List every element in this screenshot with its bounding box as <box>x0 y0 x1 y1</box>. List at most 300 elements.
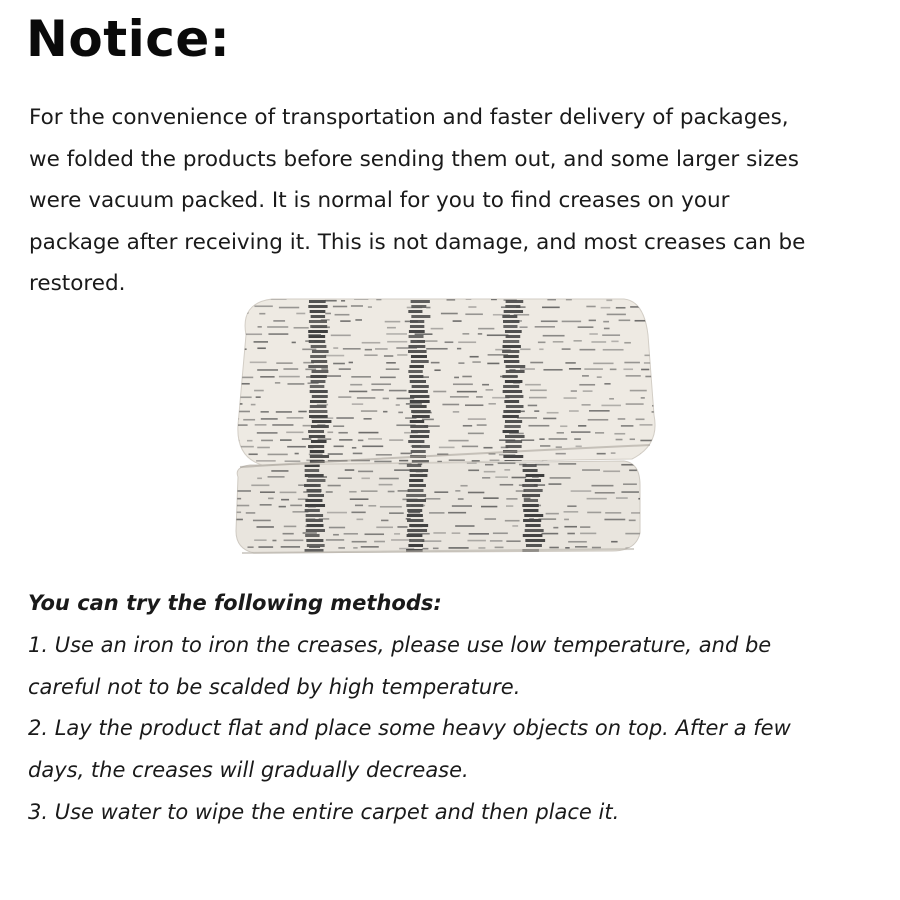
blanket-stripe-mark <box>410 435 429 438</box>
blanket-stripe-mark <box>411 300 430 303</box>
blanket-fleck-mark <box>411 526 423 528</box>
blanket-fleck-mark <box>415 333 433 335</box>
blanket-fleck-mark <box>654 299 662 301</box>
blanket-fleck-mark <box>659 512 662 514</box>
blanket-stripe-mark <box>410 325 424 328</box>
blanket-fleck-mark <box>528 405 537 407</box>
blanket-stripe-mark <box>411 315 430 318</box>
blanket-fleck-mark <box>327 431 333 433</box>
blanket-fleck-mark <box>258 546 273 548</box>
blanket-fleck-mark <box>352 403 363 405</box>
blanket-fleck-mark <box>547 412 559 414</box>
blanket-fleck-mark <box>486 389 494 391</box>
blanket-stripe-mark <box>410 420 424 423</box>
blanket-fleck-mark <box>660 341 662 343</box>
blanket-fleck-mark <box>398 490 410 492</box>
blanket-fleck-mark <box>268 476 285 478</box>
blanket-fleck-mark <box>447 299 456 301</box>
blanket-stripe-mark <box>408 554 425 557</box>
blanket-fleck-mark <box>548 483 561 485</box>
blanket-fleck-mark <box>478 328 494 330</box>
blanket-fleck-mark <box>583 390 593 392</box>
blanket-fleck-mark <box>325 313 331 315</box>
blanket-fleck-mark <box>490 460 500 462</box>
blanket-fleck-mark <box>418 463 422 465</box>
blanket-illustration <box>232 295 662 557</box>
blanket-fleck-mark <box>257 478 262 480</box>
blanket-fleck-mark <box>361 554 381 556</box>
blanket-stripe-mark <box>408 390 427 393</box>
blanket-fleck-mark <box>290 505 302 507</box>
blanket-fleck-mark <box>306 518 315 520</box>
blanket-fleck-mark <box>426 307 430 309</box>
blanket-fleck-mark <box>251 404 256 406</box>
blanket-fleck-mark <box>658 328 662 330</box>
blanket-fleck-mark <box>593 363 613 365</box>
blanket-fleck-mark <box>275 382 280 384</box>
blanket-fleck-mark <box>524 498 531 500</box>
blanket-fleck-mark <box>543 335 565 337</box>
blanket-stripe-mark <box>502 415 518 418</box>
blanket-fleck-mark <box>335 314 350 316</box>
blanket-fleck-mark <box>562 321 581 323</box>
blanket-fleck-mark <box>413 412 432 414</box>
blanket-stripe-mark <box>409 365 423 368</box>
blanket-fleck-mark <box>644 362 653 364</box>
blanket-fleck-mark <box>306 376 311 378</box>
blanket-fleck-mark <box>341 300 345 302</box>
notice-body <box>29 97 874 305</box>
blanket-fleck-mark <box>317 424 325 426</box>
blanket-fleck-mark <box>589 410 610 412</box>
blanket-fleck-mark <box>652 411 662 413</box>
blanket-fleck-mark <box>408 512 420 514</box>
blanket-stripe-mark <box>505 330 522 333</box>
blanket-fleck-mark <box>591 485 613 487</box>
blanket-fleck-mark <box>292 342 296 344</box>
blanket-stripe-mark <box>310 405 327 408</box>
blanket-fleck-mark <box>601 405 620 407</box>
blanket-fleck-mark <box>361 478 369 480</box>
blanket-fleck-mark <box>509 554 521 556</box>
blanket-fleck-mark <box>468 470 479 472</box>
blanket-fleck-mark <box>364 354 377 356</box>
blanket-bottom-fold <box>236 461 640 553</box>
blanket-fleck-mark <box>582 469 600 471</box>
blanket-stripe-mark <box>503 325 517 328</box>
blanket-fleck-mark <box>276 362 292 364</box>
blanket-fleck-mark <box>358 440 363 442</box>
blanket-stripe-mark <box>411 360 429 363</box>
blanket-fleck-mark <box>255 424 267 426</box>
blanket-fleck-mark <box>630 438 635 440</box>
blanket-stripe-mark <box>523 489 542 492</box>
blanket-fleck-mark <box>389 390 407 392</box>
blanket-fleck-mark <box>448 512 466 514</box>
blanket-fleck-mark <box>425 498 441 500</box>
blanket-fleck-mark <box>383 411 387 413</box>
blanket-fleck-mark <box>564 511 579 513</box>
blanket-fleck-mark <box>350 384 362 386</box>
blanket-fleck-mark <box>371 383 391 385</box>
blanket-fleck-mark <box>576 446 582 448</box>
blanket-fleck-mark <box>279 506 286 508</box>
blanket-fleck-mark <box>597 376 602 378</box>
method-line: 2. Lay the product flat and place some heavy objects on top. After a few <box>28 716 791 741</box>
blanket-fleck-mark <box>614 433 625 435</box>
blanket-fleck-mark <box>542 307 560 309</box>
blanket-fleck-mark <box>629 520 636 522</box>
blanket-fleck-mark <box>460 485 467 487</box>
blanket-fleck-mark <box>422 419 434 421</box>
blanket-fleck-mark <box>379 478 399 480</box>
methods-heading: You can try the following methods: <box>28 591 442 615</box>
blanket-stripe-mark <box>410 400 430 403</box>
notice-line: were vacuum packed. It is normal for you to find creases on your <box>29 188 730 213</box>
blanket-fleck-mark <box>434 369 440 371</box>
blanket-stripe-mark <box>505 420 522 423</box>
blanket-fleck-mark <box>284 526 297 528</box>
blanket-fleck-mark <box>257 347 265 349</box>
blanket-stripe-mark <box>310 385 325 388</box>
blanket-fleck-mark <box>260 376 274 378</box>
blanket-fleck-mark <box>630 390 647 392</box>
blanket-fleck-mark <box>477 424 487 426</box>
blanket-stripe-mark <box>308 330 328 333</box>
blanket-fleck-mark <box>453 411 459 413</box>
blanket-fleck-mark <box>543 418 556 420</box>
blanket-fleck-mark <box>482 477 490 479</box>
blanket-fleck-mark <box>525 384 541 386</box>
blanket-fleck-mark <box>465 313 483 315</box>
blanket-fleck-mark <box>489 403 496 405</box>
blanket-fleck-mark <box>490 540 503 542</box>
blanket-fleck-mark <box>358 432 378 434</box>
blanket-stripe-mark <box>310 450 325 453</box>
blanket-stripe-mark <box>408 350 427 353</box>
blanket-fleck-mark <box>498 462 516 464</box>
blanket-stripe-mark <box>312 395 328 398</box>
blanket-fleck-mark <box>352 541 367 543</box>
blanket-fleck-mark <box>579 384 595 386</box>
blanket-fleck-mark <box>333 425 344 427</box>
blanket-fleck-mark <box>592 547 601 549</box>
blanket-fleck-mark <box>326 539 344 541</box>
blanket-fleck-mark <box>657 335 662 337</box>
blanket-fleck-mark <box>361 410 377 412</box>
blanket-fleck-mark <box>411 445 421 447</box>
blanket-fleck-mark <box>535 326 555 328</box>
blanket-fleck-mark <box>257 432 278 434</box>
blanket-stripe-mark <box>407 529 427 532</box>
blanket-fleck-mark <box>256 460 276 462</box>
blanket-stripe-mark <box>410 474 428 477</box>
blanket-fleck-mark <box>357 519 364 521</box>
blanket-fleck-mark <box>431 328 444 330</box>
blanket-fleck-mark <box>580 533 596 535</box>
blanket-fleck-mark <box>470 356 479 358</box>
blanket-fleck-mark <box>387 327 396 329</box>
blanket-fleck-mark <box>538 518 556 520</box>
blanket-fleck-mark <box>540 445 550 447</box>
blanket-fleck-mark <box>448 547 468 549</box>
blanket-stripe-mark <box>305 469 320 472</box>
blanket-fleck-mark <box>389 439 403 441</box>
blanket-stripe-mark <box>523 534 543 537</box>
blanket-fleck-mark <box>314 554 319 556</box>
blanket-fleck-mark <box>589 320 596 322</box>
blanket-fleck-mark <box>306 460 323 462</box>
blanket-fleck-mark <box>528 425 549 427</box>
blanket-fleck-mark <box>333 306 347 308</box>
blanket-fleck-mark <box>619 320 631 322</box>
blanket-fleck-mark <box>604 519 625 521</box>
blanket-fleck-mark <box>452 553 469 555</box>
blanket-fleck-mark <box>501 447 508 449</box>
blanket-fleck-mark <box>495 476 508 478</box>
blanket-stripe-mark <box>311 315 325 318</box>
blanket-fleck-mark <box>529 397 547 399</box>
blanket-fleck-mark <box>261 440 273 442</box>
blanket-fleck-mark <box>302 438 312 440</box>
blanket-fleck-mark <box>333 363 345 365</box>
blanket-fleck-mark <box>278 554 289 556</box>
blanket-fleck-mark <box>571 390 577 392</box>
blanket-fleck-mark <box>433 532 445 534</box>
blanket-fleck-mark <box>429 512 444 514</box>
blanket-fleck-mark <box>314 340 319 342</box>
blanket-fleck-mark <box>607 314 626 316</box>
blanket-fleck-mark <box>442 404 459 406</box>
blanket-fleck-mark <box>661 425 662 427</box>
blanket-fleck-mark <box>251 484 269 486</box>
blanket-fleck-mark <box>487 334 509 336</box>
blanket-fleck-mark <box>434 491 448 493</box>
blanket-stripe-mark <box>408 370 422 373</box>
blanket-fleck-mark <box>305 525 321 527</box>
blanket-fleck-mark <box>232 548 242 550</box>
blanket-fleck-mark <box>256 526 273 528</box>
blanket-fleck-mark <box>305 340 310 342</box>
blanket-fleck-mark <box>596 555 606 557</box>
blanket-fleck-mark <box>551 553 568 555</box>
blanket-fleck-mark <box>455 490 460 492</box>
blanket-fleck-mark <box>386 362 396 364</box>
blanket-fleck-mark <box>575 546 587 548</box>
blanket-fleck-mark <box>610 369 617 371</box>
method-line: days, the creases will gradually decrease. <box>28 758 469 783</box>
blanket-fleck-mark <box>616 307 626 309</box>
blanket-fleck-mark <box>506 505 513 507</box>
blanket-fleck-mark <box>506 411 524 413</box>
blanket-stripe-mark <box>311 345 327 348</box>
blanket-fleck-mark <box>492 397 509 399</box>
blanket-fleck-mark <box>232 519 243 521</box>
blanket-fleck-mark <box>374 461 391 463</box>
blanket-fleck-mark <box>328 453 343 455</box>
blanket-fleck-mark <box>483 497 498 499</box>
blanket-fleck-mark <box>506 540 520 542</box>
blanket-fleck-mark <box>309 447 313 449</box>
blanket-fleck-mark <box>580 349 596 351</box>
blanket-fleck-mark <box>574 438 581 440</box>
blanket-fleck-mark <box>318 438 332 440</box>
blanket-fleck-mark <box>517 417 537 419</box>
blanket-stripe-mark <box>524 514 543 517</box>
blanket-stripe-mark <box>407 509 422 512</box>
blanket-fleck-mark <box>467 540 485 542</box>
blanket-fleck-mark <box>641 369 649 371</box>
blanket-fleck-mark <box>273 320 285 322</box>
blanket-fleck-mark <box>448 440 468 442</box>
blanket-fleck-mark <box>565 547 569 549</box>
blanket-fleck-mark <box>495 349 511 351</box>
blanket-fleck-mark <box>488 354 508 356</box>
blanket-fleck-mark <box>513 382 520 384</box>
blanket-fleck-mark <box>284 540 304 542</box>
blanket-fleck-mark <box>605 512 621 514</box>
blanket-stripe-mark <box>309 300 326 303</box>
blanket-fleck-mark <box>582 404 591 406</box>
blanket-fleck-mark <box>340 320 350 322</box>
blanket-stripe-mark <box>306 539 323 542</box>
blanket-fleck-mark <box>516 490 526 492</box>
blanket-stripe-mark <box>409 479 423 482</box>
blanket-stripe-mark <box>504 425 520 428</box>
blanket-stripe-mark <box>524 499 538 502</box>
blanket-fleck-mark <box>603 349 624 351</box>
blanket-stripe-mark <box>504 360 519 363</box>
blanket-fleck-mark <box>376 454 392 456</box>
blanket-fleck-mark <box>519 464 526 466</box>
blanket-fleck-mark <box>462 446 478 448</box>
blanket-fleck-mark <box>350 498 369 500</box>
blanket-fleck-mark <box>296 313 305 315</box>
blanket-fleck-mark <box>298 411 306 413</box>
blanket-stripe-mark <box>525 479 541 482</box>
blanket-fleck-mark <box>298 498 308 500</box>
blanket-fleck-mark <box>287 417 304 419</box>
blanket-fleck-mark <box>309 454 323 456</box>
blanket-fleck-mark <box>285 460 301 462</box>
blanket-fleck-mark <box>505 520 520 522</box>
blanket-fleck-mark <box>368 505 376 507</box>
blanket-fleck-mark <box>405 321 418 323</box>
blanket-fleck-mark <box>325 554 334 556</box>
blanket-fleck-mark <box>308 334 321 336</box>
blanket-stripe-mark <box>310 310 326 313</box>
blanket-fleck-mark <box>232 312 248 314</box>
blanket-fleck-mark <box>468 306 476 308</box>
blanket-fleck-mark <box>396 398 414 400</box>
blanket-fleck-mark <box>640 553 654 555</box>
blanket-fleck-mark <box>272 540 276 542</box>
blanket-fleck-mark <box>351 305 363 307</box>
blanket-fleck-mark <box>374 541 385 543</box>
blanket-fleck-mark <box>271 470 288 472</box>
blanket-fleck-mark <box>648 307 657 309</box>
blanket-fleck-mark <box>483 447 492 449</box>
blanket-fleck-mark <box>422 548 428 550</box>
blanket-fleck-mark <box>321 319 330 321</box>
blanket-stripe-mark <box>506 365 526 368</box>
blanket-fleck-mark <box>338 396 351 398</box>
blanket-fleck-mark <box>487 363 499 365</box>
blanket-fleck-mark <box>641 397 645 399</box>
blanket-fleck-mark <box>553 527 558 529</box>
blanket-fleck-mark <box>539 348 543 350</box>
blanket-fleck-mark <box>389 512 404 514</box>
blanket-fleck-mark <box>305 369 316 371</box>
blanket-fleck-mark <box>519 484 524 486</box>
blanket-fleck-mark <box>250 362 267 364</box>
blanket-fleck-mark <box>232 440 239 442</box>
blanket-fleck-mark <box>529 518 534 520</box>
blanket-fleck-mark <box>321 368 328 370</box>
blanket-fleck-mark <box>601 307 611 309</box>
blanket-stripe-mark <box>524 554 542 557</box>
blanket-fleck-mark <box>334 446 344 448</box>
blanket-fleck-mark <box>357 397 375 399</box>
blanket-fleck-mark <box>256 396 261 398</box>
blanket-stripe-mark <box>525 529 544 532</box>
blanket-fleck-mark <box>292 511 308 513</box>
blanket-fleck-mark <box>394 533 400 535</box>
blanket-fleck-mark <box>232 403 242 405</box>
blanket-stripe-mark <box>410 380 426 383</box>
blanket-fleck-mark <box>298 484 316 486</box>
blanket-fleck-mark <box>609 398 614 400</box>
blanket-stripe-mark <box>309 410 327 413</box>
blanket-fleck-mark <box>283 368 298 370</box>
blanket-fleck-mark <box>478 333 482 335</box>
blanket-fleck-mark <box>441 313 458 315</box>
blanket-fleck-mark <box>283 533 294 535</box>
blanket-fleck-mark <box>450 396 469 398</box>
blanket-fleck-mark <box>386 368 400 370</box>
blanket-fleck-mark <box>659 433 662 435</box>
blanket-stripe-mark <box>409 295 427 298</box>
blanket-fleck-mark <box>640 453 659 455</box>
blanket-fleck-mark <box>611 341 618 343</box>
blanket-fleck-mark <box>387 341 407 343</box>
blanket-fleck-mark <box>500 376 518 378</box>
blanket-fleck-mark <box>279 307 299 309</box>
blanket-fleck-mark <box>541 320 558 322</box>
blanket-fleck-mark <box>603 470 620 472</box>
blanket-fleck-mark <box>458 341 476 343</box>
blanket-fleck-mark <box>268 333 288 335</box>
blanket-fleck-mark <box>457 391 477 393</box>
blanket-fleck-mark <box>249 453 258 455</box>
blanket-fleck-mark <box>260 504 272 506</box>
blanket-fleck-mark <box>516 306 525 308</box>
blanket-fleck-mark <box>254 539 266 541</box>
blanket-fleck-mark <box>640 520 660 522</box>
blanket-fleck-mark <box>638 498 643 500</box>
blanket-fleck-mark <box>362 342 381 344</box>
blanket-fleck-mark <box>547 299 556 301</box>
blanket-fleck-mark <box>569 368 581 370</box>
method-line: careful not to be scalded by high temperature. <box>28 674 521 699</box>
notice-title: Notice: <box>26 10 231 68</box>
blanket-fleck-mark <box>501 306 506 308</box>
blanket-fleck-mark <box>457 348 461 350</box>
blanket-stripe-mark <box>523 469 538 472</box>
blanket-fleck-mark <box>286 432 303 434</box>
blanket-fleck-mark <box>565 362 575 364</box>
blanket-fleck-mark <box>468 492 484 494</box>
